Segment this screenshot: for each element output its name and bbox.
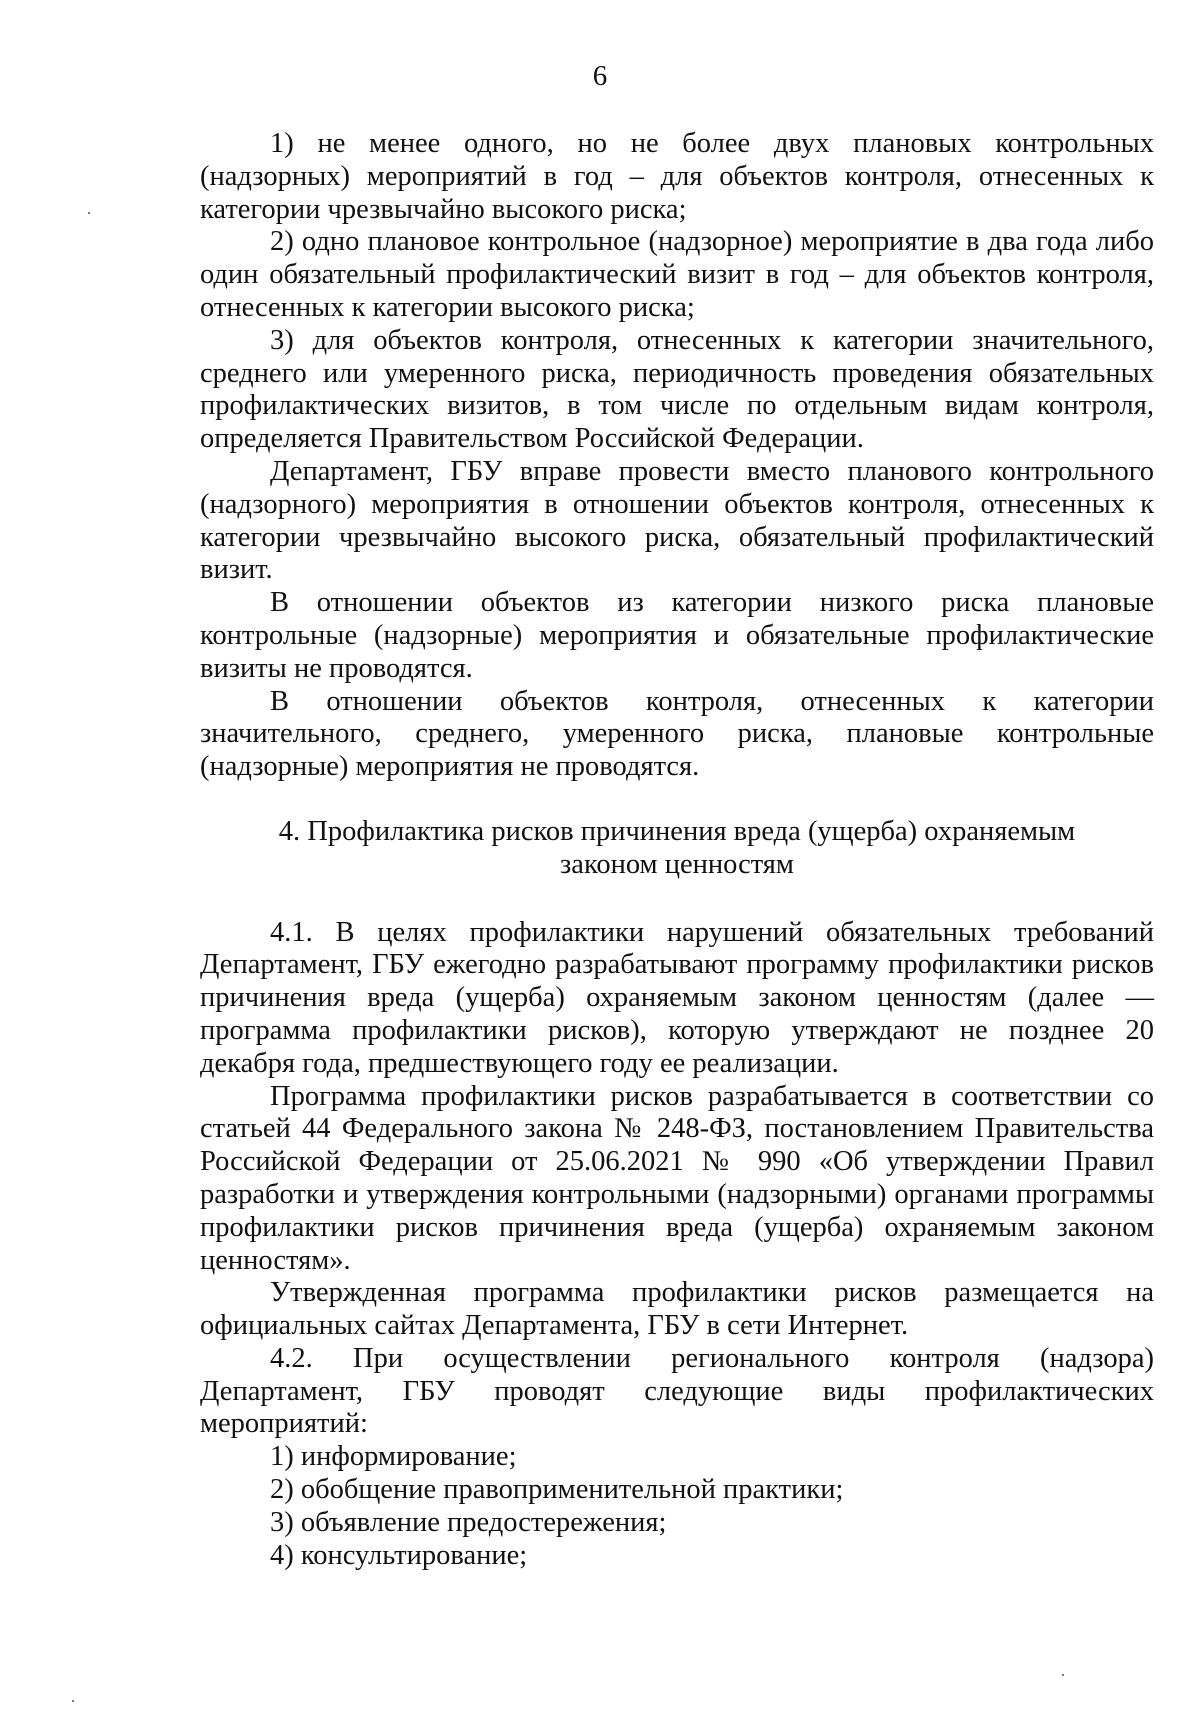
- section-title-line-1: 4. Профилактика рисков причинения вреда (ущерба) охраняемым: [278, 815, 1076, 847]
- paragraph-low-risk: В отношении объектов из категории низкого риска плановые контрольные (надзорные) мероприятия и обязательные профилактические визиты не проводятся.: [200, 587, 1154, 684]
- list-item-practice-generalization: 2) обобщение правоприменительной практики;: [270, 1474, 844, 1506]
- section-title: [200, 816, 1154, 882]
- list-item-warning: 3) объявление предостережения;: [270, 1506, 667, 1538]
- paragraph-moderate-risk: В отношении объектов контроля, отнесенных к категории значительного, среднего, умеренного риска, плановые контрольные (надзорные) мероприятия не проводятся.: [200, 685, 1154, 783]
- scan-speck: [1062, 1674, 1064, 1676]
- paragraph-periodicity-3: 3) для объектов контроля, отнесенных к категории значительного, среднего или умеренного риска, периодичность проведения обязательных профилактических визитов, в том числе по отдельным видам контроля, определяется Правительством Российской Федерации.: [200, 324, 1154, 455]
- list-item-informing: 1) информирование;: [270, 1441, 517, 1473]
- paragraph-program-publication: Утвержденная программа профилактики рисков размещается на официальных сайтах Департамента, ГБУ в сети Интернет.: [200, 1277, 1154, 1342]
- document-body: [200, 128, 1154, 1572]
- list-item-consulting: 4) консультирование;: [270, 1539, 528, 1571]
- paragraph-department-visit: Департамент, ГБУ вправе провести вместо планового контрольного (надзорного) мероприятия в отношении объектов контроля, отнесенных к категории чрезвычайно высокого риска, обязательный профилактический визит.: [200, 455, 1154, 586]
- paragraph-4-1: 4.1. В целях профилактики нарушений обязательных требований Департамент, ГБУ ежегодно разрабатывают программу профилактики рисков причинения вреда (ущерба) охраняемым законом ценностям (далее — программа профилактики рисков), которую утверждают не позднее 20 декабря года, предшествующего году ее реализации.: [200, 916, 1154, 1079]
- scan-speck: [88, 212, 90, 214]
- paragraph-periodicity-2: 2) одно плановое контрольное (надзорное) мероприятие в два года либо один обязательный профилактический визит в год – для объектов контроля, отнесенных к категории высокого риска;: [200, 226, 1154, 323]
- paragraph-4-2: 4.2. При осуществлении регионального контроля (надзора) Департамент, ГБУ проводят следующие виды профилактических мероприятий:: [200, 1342, 1154, 1440]
- scan-speck: [72, 1700, 74, 1702]
- paragraph-program-development: Программа профилактики рисков разрабатывается в соответствии со статьей 44 Федерального закона № 248-ФЗ, постановлением Правительства Российской Федерации от 25.06.2021 № 990 «Об утверждении Правил разработки и утверждения контрольными (надзорными) органами программы профилактики рисков причинения вреда (ущерба) охраняемым законом ценностям».: [200, 1080, 1154, 1276]
- section-title-line-2: законом ценностям: [560, 848, 794, 880]
- paragraph-periodicity-1: 1) не менее одного, но не более двух плановых контрольных (надзорных) мероприятий в год – для объектов контроля, отнесенных к категории чрезвычайно высокого риска;: [200, 128, 1154, 225]
- page-number: 6: [592, 60, 608, 92]
